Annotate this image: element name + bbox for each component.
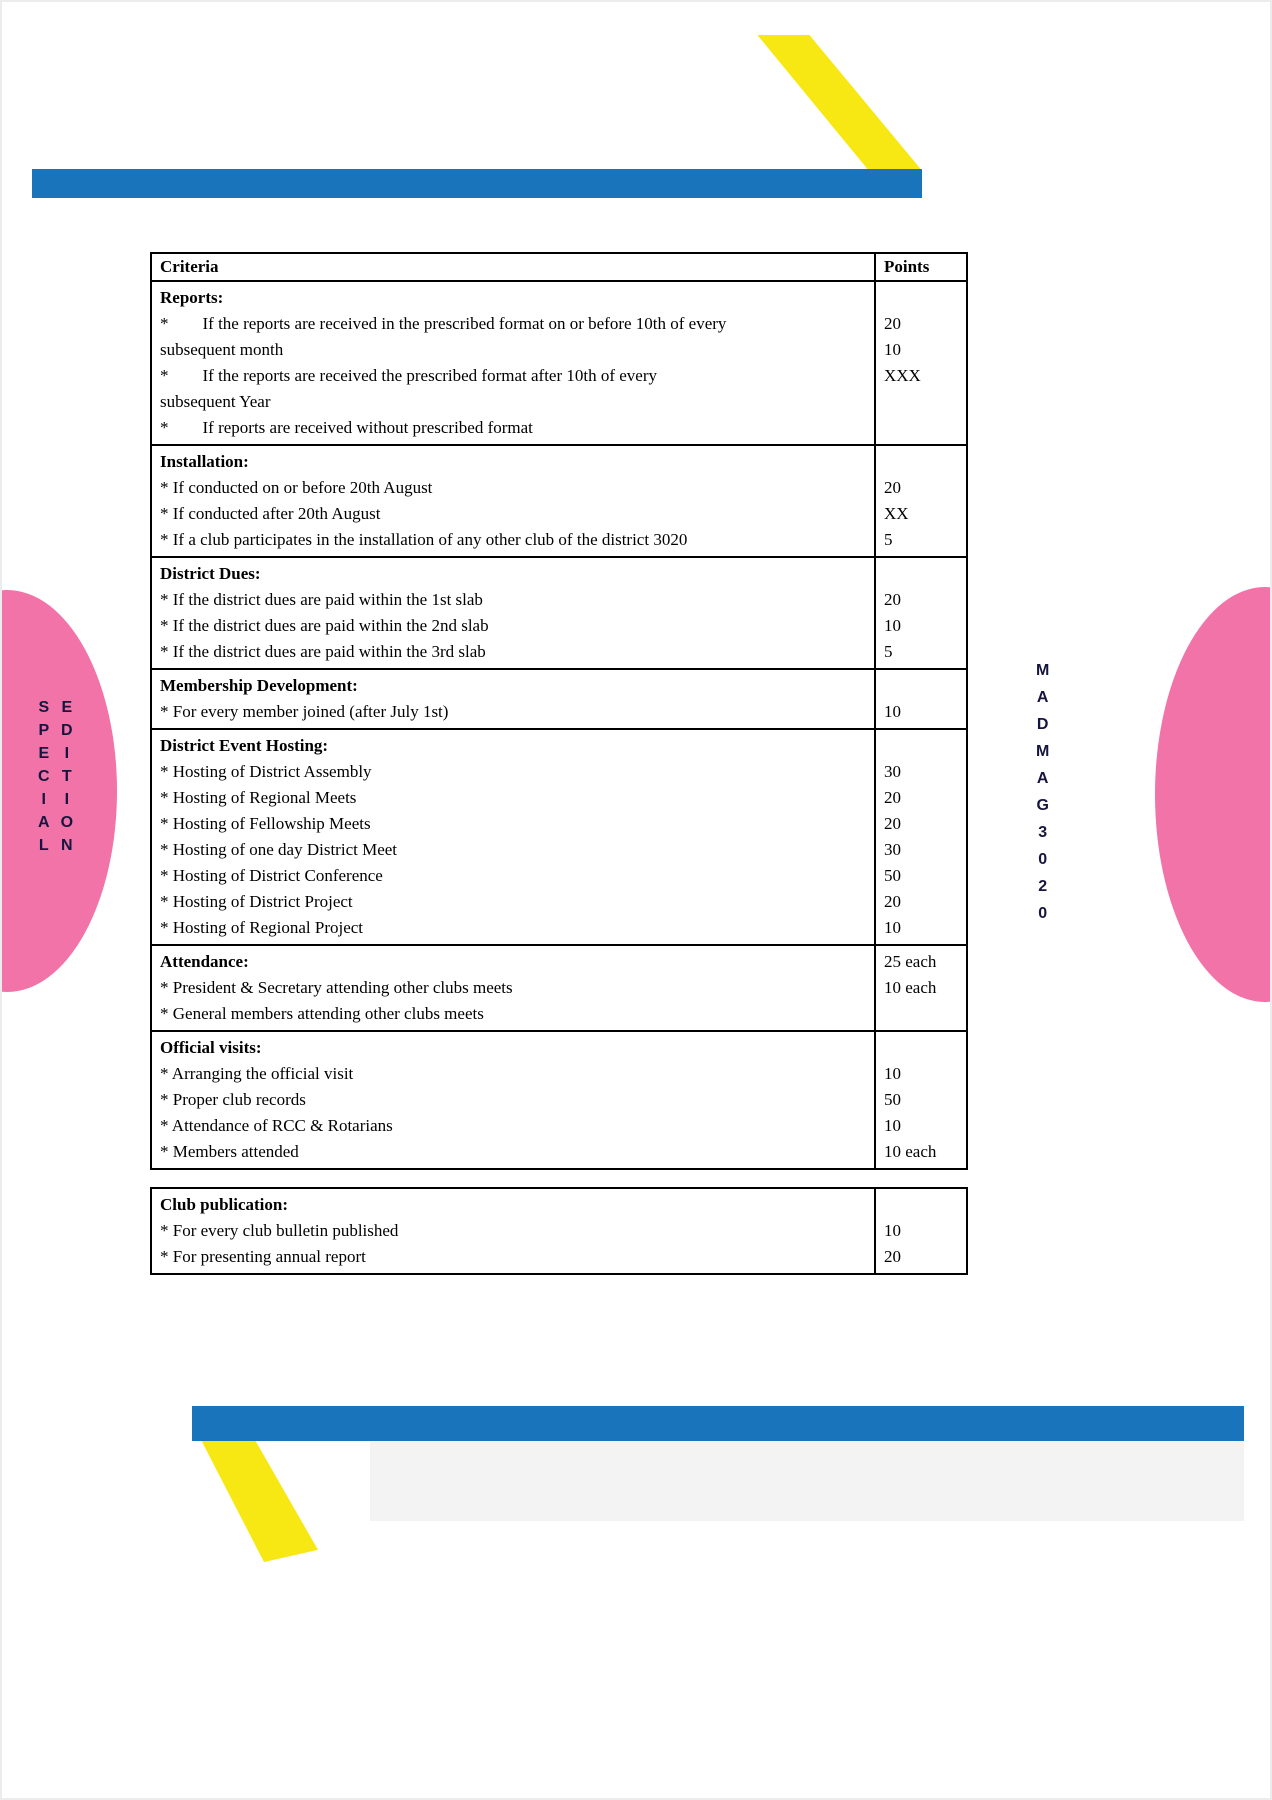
criteria-line: * Hosting of District Assembly — [160, 762, 372, 781]
bottom-blue-bar — [192, 1406, 1244, 1441]
points-line: 25 each — [884, 952, 937, 971]
points-line: 10 — [884, 702, 901, 721]
points-header: Points — [884, 257, 930, 276]
points-line: 5 — [884, 642, 893, 661]
vertical-letter: O — [60, 814, 74, 831]
points-line — [884, 673, 958, 699]
row-heading: Official visits: — [160, 1038, 262, 1057]
vertical-letter: D — [61, 722, 73, 739]
row-heading: Reports: — [160, 288, 224, 307]
points-line — [884, 1035, 958, 1061]
points-line: XX — [884, 504, 909, 523]
criteria-line: * If the district dues are paid within the 1st slab — [160, 590, 483, 609]
points-cell — [876, 1032, 966, 1168]
vertical-word-madmag3020 — [1036, 657, 1049, 927]
vertical-letter: D — [1036, 716, 1049, 733]
points-line: 20 — [884, 1247, 901, 1266]
points-line: 5 — [884, 530, 893, 549]
points-line — [884, 561, 958, 587]
points-line: 20 — [884, 590, 901, 609]
points-line: 30 — [884, 762, 901, 781]
points-line: 10 — [884, 1221, 901, 1240]
points-cell — [876, 558, 966, 668]
vertical-word-special — [38, 696, 50, 857]
row-heading: Installation: — [160, 452, 249, 471]
club-publication-table — [150, 1187, 968, 1275]
points-line: 50 — [884, 866, 901, 885]
points-line — [884, 449, 958, 475]
criteria-line: * Arranging the official visit — [160, 1064, 354, 1083]
table-row — [152, 670, 966, 730]
points-cell — [876, 730, 966, 944]
criteria-line: * President & Secretary attending other clubs meets — [160, 978, 513, 997]
bottom-gray-block — [370, 1441, 1244, 1521]
row-heading: District Dues: — [160, 564, 261, 583]
criteria-line: * If the reports are received the prescribed format after 10th of every — [160, 366, 658, 385]
criteria-cell — [152, 1189, 876, 1273]
criteria-line: * Hosting of one day District Meet — [160, 840, 398, 859]
vertical-letter: 2 — [1038, 878, 1048, 895]
vertical-letter: 0 — [1038, 851, 1048, 868]
criteria-line: * Members attended — [160, 1142, 299, 1161]
table-row — [152, 1032, 966, 1168]
points-line: 20 — [884, 314, 901, 333]
vertical-letter: L — [38, 837, 49, 854]
points-line: 30 — [884, 840, 901, 859]
criteria-line: * Hosting of District Conference — [160, 866, 383, 885]
vertical-letter: A — [1036, 770, 1049, 787]
criteria-cell — [152, 1032, 876, 1168]
points-line: 20 — [884, 788, 901, 807]
criteria-cell — [152, 282, 876, 444]
criteria-cell — [152, 446, 876, 556]
criteria-cell — [152, 946, 876, 1030]
vertical-letter: E — [61, 699, 73, 716]
vertical-letter: N — [61, 837, 73, 854]
points-line: 20 — [884, 814, 901, 833]
points-line: 10 each — [884, 1142, 937, 1161]
criteria-line: * For presenting annual report — [160, 1247, 366, 1266]
points-line: 10 — [884, 340, 901, 359]
criteria-cell — [152, 730, 876, 944]
criteria-line: * If the district dues are paid within the 2nd slab — [160, 616, 489, 635]
points-cell — [876, 282, 966, 444]
points-line: 10 — [884, 1064, 901, 1083]
table-row — [152, 282, 966, 446]
table-body — [152, 1189, 966, 1273]
table-row — [152, 730, 966, 946]
row-heading: Attendance: — [160, 952, 249, 971]
points-line — [884, 1192, 958, 1218]
criteria-line: * Attendance of RCC & Rotarians — [160, 1116, 393, 1135]
points-cell — [876, 946, 966, 1030]
table-body — [152, 282, 966, 1168]
criteria-line: * Hosting of Regional Meets — [160, 788, 357, 807]
vertical-letter: E — [38, 745, 50, 762]
points-line — [884, 285, 958, 311]
points-line — [884, 733, 958, 759]
vertical-letter: M — [1036, 662, 1050, 679]
row-heading: Club publication: — [160, 1195, 289, 1214]
criteria-line: subsequent Year — [160, 392, 271, 411]
points-line: 50 — [884, 1090, 901, 1109]
points-cell — [876, 670, 966, 728]
criteria-line: * Hosting of Fellowship Meets — [160, 814, 371, 833]
criteria-line: * If the reports are received in the prescribed format on or before 10th of every — [160, 314, 727, 333]
vertical-word-edition — [61, 696, 73, 857]
points-line: 10 — [884, 616, 901, 635]
left-vertical-text — [38, 696, 73, 857]
vertical-letter: I — [41, 791, 46, 808]
vertical-letter: A — [38, 814, 50, 831]
table-row — [152, 446, 966, 558]
points-line: XXX — [884, 366, 921, 385]
points-line: 20 — [884, 478, 901, 497]
criteria-line: * General members attending other clubs meets — [160, 1004, 484, 1023]
criteria-points-table — [150, 252, 968, 1170]
criteria-line: * For every club bulletin published — [160, 1221, 399, 1240]
points-line: 10 each — [884, 978, 937, 997]
criteria-line: * If the district dues are paid within the 3rd slab — [160, 642, 486, 661]
table-row — [152, 1189, 966, 1273]
criteria-line: * For every member joined (after July 1st) — [160, 702, 449, 721]
points-cell — [876, 1189, 966, 1273]
points-cell — [876, 446, 966, 556]
table-row — [152, 946, 966, 1032]
criteria-line: * If conducted on or before 20th August — [160, 478, 433, 497]
vertical-letter: I — [64, 791, 70, 808]
criteria-line: * Hosting of Regional Project — [160, 918, 364, 937]
criteria-line: * If reports are received without prescribed format — [160, 418, 533, 437]
vertical-letter: C — [38, 768, 50, 785]
criteria-cell — [152, 558, 876, 668]
vertical-letter: I — [64, 745, 70, 762]
right-vertical-text — [1036, 657, 1049, 927]
points-line: 10 — [884, 1116, 901, 1135]
vertical-letter: 3 — [1038, 824, 1048, 841]
top-yellow-stripe — [754, 35, 922, 172]
vertical-letter: G — [1036, 797, 1049, 814]
right-pink-shape — [1155, 587, 1272, 1002]
criteria-header: Criteria — [152, 254, 876, 280]
criteria-line: subsequent month — [160, 340, 284, 359]
table-row — [152, 558, 966, 670]
row-heading: Membership Development: — [160, 676, 358, 695]
vertical-letter: M — [1036, 743, 1050, 760]
vertical-letter: 0 — [1038, 905, 1048, 922]
criteria-line: * If conducted after 20th August — [160, 504, 381, 523]
vertical-letter: P — [38, 722, 50, 739]
points-line: 20 — [884, 892, 901, 911]
vertical-letter: A — [1036, 689, 1049, 706]
points-line: 10 — [884, 918, 901, 937]
criteria-line: * If a club participates in the installation of any other club of the district 3020 — [160, 530, 688, 549]
top-blue-bar — [32, 169, 922, 198]
bottom-yellow-stripe — [198, 1441, 318, 1562]
criteria-line: * Proper club records — [160, 1090, 306, 1109]
criteria-cell — [152, 670, 876, 728]
criteria-line: * Hosting of District Project — [160, 892, 353, 911]
table-header-row — [152, 254, 966, 282]
vertical-letter: T — [61, 768, 72, 785]
vertical-letter: S — [38, 699, 50, 716]
row-heading: District Event Hosting: — [160, 736, 329, 755]
